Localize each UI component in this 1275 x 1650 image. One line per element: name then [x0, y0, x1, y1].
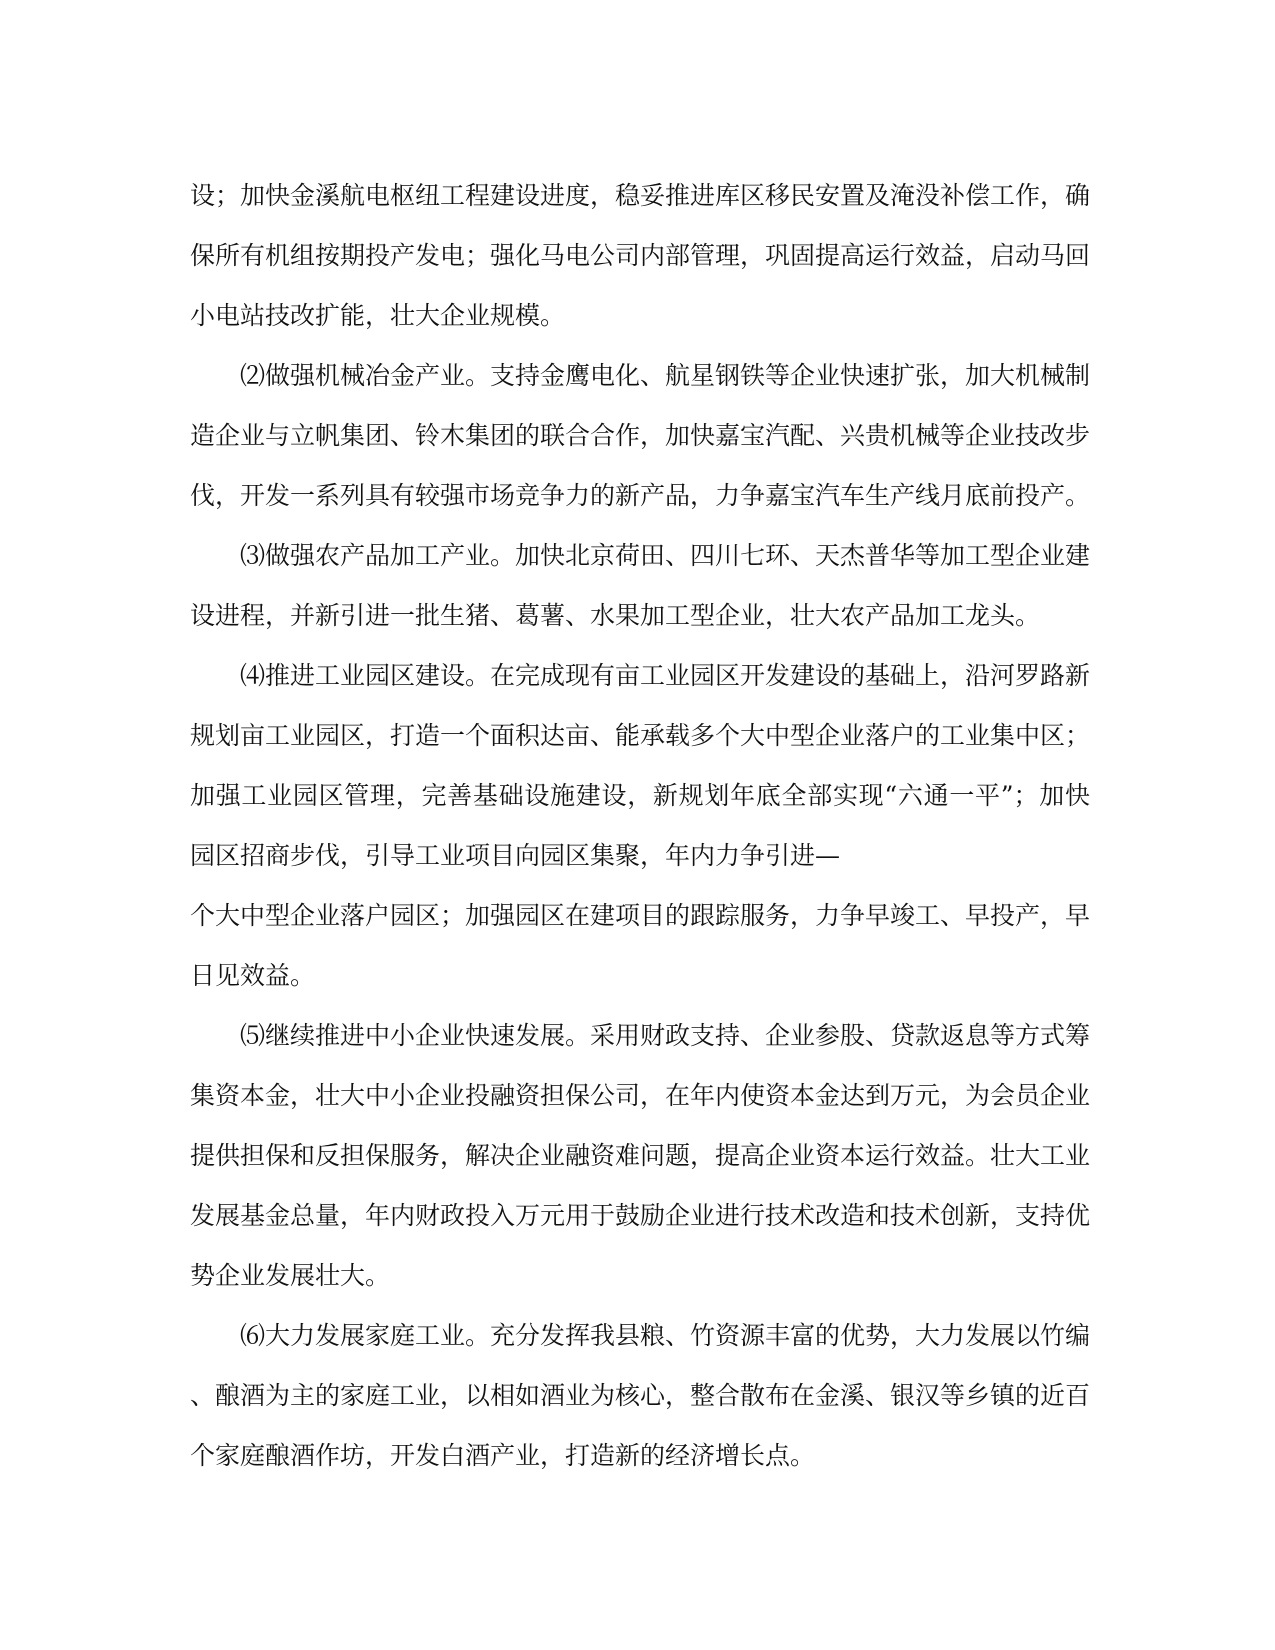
text-line: 日见效益。 [190, 961, 316, 990]
paragraph-first-line: ⑸继续推进中小企业快速发展。采用财政支持、企业参股、贷款返息等方式筹 [240, 1021, 1091, 1050]
text-line: 设；加快金溪航电枢纽工程建设进度，稳妥推进库区移民安置及淹没补偿工作，确 [190, 181, 1091, 210]
text-line: 保所有机组按期投产发电；强化马电公司内部管理，巩固提高运行效益，启动马回 [190, 241, 1091, 270]
text-line: 个大中型企业落户园区；加强园区在建项目的跟踪服务，力争早竣工、早投产，早 [190, 901, 1091, 930]
text-line: 伐，开发一系列具有较强市场竞争力的新产品，力争嘉宝汽车生产线月底前投产。 [190, 481, 1091, 510]
paragraph-first-line: ⑷推进工业园区建设。在完成现有亩工业园区开发建设的基础上，沿河罗路新 [240, 661, 1091, 690]
text-line: 个家庭酿酒作坊，开发白酒产业，打造新的经济增长点。 [190, 1441, 816, 1470]
text-line: 发展基金总量，年内财政投入万元用于鼓励企业进行技术改造和技术创新，支持优 [190, 1201, 1091, 1230]
text-line: 提供担保和反担保服务，解决企业融资难问题，提高企业资本运行效益。壮大工业 [190, 1141, 1091, 1170]
document-body [190, 166, 1090, 1486]
text-line: 园区招商步伐，引导工业项目向园区集聚，年内力争引进— [190, 841, 841, 870]
text-line: 加强工业园区管理，完善基础设施建设，新规划年底全部实现“六通一平”；加快 [190, 781, 1090, 810]
paragraph-first-line: ⑶做强农产品加工产业。加快北京荷田、四川七环、天杰普华等加工型企业建 [240, 541, 1091, 570]
text-line: 规划亩工业园区，打造一个面积达亩、能承载多个大中型企业落户的工业集中区； [190, 721, 1091, 750]
text-line: 集资本金，壮大中小企业投融资担保公司，在年内使资本金达到万元，为会员企业 [190, 1081, 1091, 1110]
text-line: 势企业发展壮大。 [190, 1261, 391, 1290]
text-line: 、酿酒为主的家庭工业，以相如酒业为核心，整合散布在金溪、银汉等乡镇的近百 [190, 1381, 1091, 1410]
paragraph-first-line: ⑵做强机械冶金产业。支持金鹰电化、航星钢铁等企业快速扩张，加大机械制 [240, 361, 1091, 390]
text-line: 造企业与立帆集团、铃木集团的联合合作，加快嘉宝汽配、兴贵机械等企业技改步 [190, 421, 1091, 450]
text-line: 小电站技改扩能，壮大企业规模。 [190, 301, 566, 330]
paragraph-first-line: ⑹大力发展家庭工业。充分发挥我县粮、竹资源丰富的优势，大力发展以竹编 [240, 1321, 1091, 1350]
text-line: 设进程，并新引进一批生猪、葛薯、水果加工型企业，壮大农产品加工龙头。 [190, 601, 1041, 630]
